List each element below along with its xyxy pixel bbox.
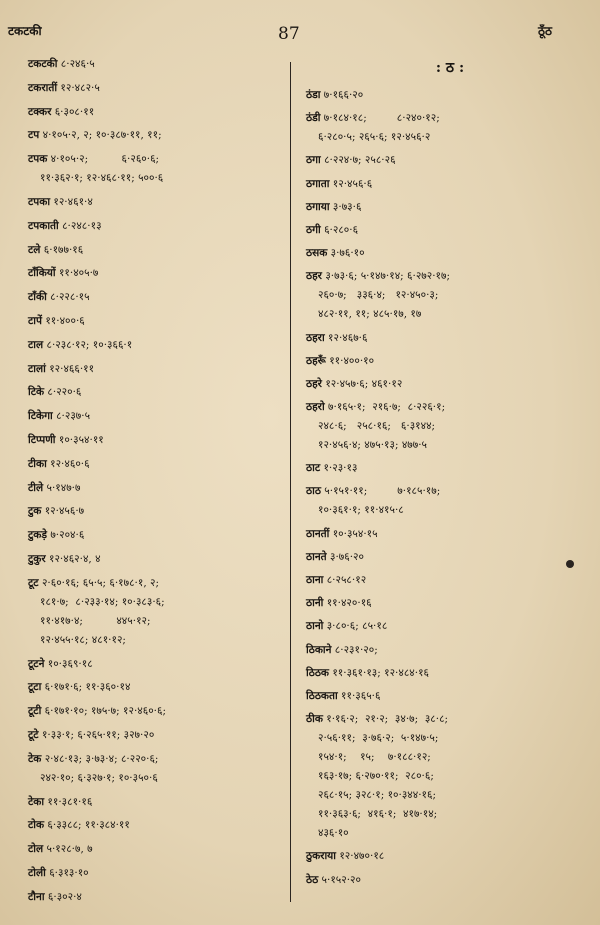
entry-headword: ठानो [306,620,324,633]
entry-line [28,129,286,142]
entry-references: १८१·७; ८·२३३·१४; १०·३८३·६; [40,595,165,608]
entry-headword: टौना [28,890,45,903]
entry-headword: टाँकी [28,291,47,304]
entry-line [28,315,286,328]
entry-references: ६·१७१·६; ११·३६०·१४ [44,681,131,694]
entry-headword: टकरातीं [28,81,58,94]
entry-line [28,458,286,471]
running-head-left: टकटकी [8,24,42,38]
dictionary-entry [306,224,574,237]
entry-references: ८·२३७·५ [56,410,91,423]
running-head-right: ठूँठ [538,24,552,38]
entry-references: ६·२८०·५; २६५·६; १२·४५६·२ [318,131,431,144]
dictionary-entry [28,729,286,742]
dictionary-entry [28,705,286,718]
entry-headword: ठसक [306,247,328,260]
dictionary-entry [28,267,286,280]
dictionary-entry [28,482,286,495]
dictionary-entry [306,574,574,587]
dictionary-entry [306,247,574,260]
dictionary-entry [306,154,574,167]
dictionary-entry [306,485,574,517]
entry-references: ३·७३·६ [332,200,362,213]
entry-line [28,482,286,495]
entry-headword: टप [28,129,40,142]
entry-line [28,843,286,856]
entry-line [28,244,286,257]
entry-references: ११·३६३·६; ४१६·१; ४१७·१४; [318,808,438,821]
entry-references: ८·२२८·१५ [50,291,90,304]
entry-line [306,378,574,391]
dictionary-entry [28,867,286,880]
section-heading: : ठ : [435,60,465,76]
entry-references: १२·४८२·५ [60,81,100,94]
entry-references: २·६०·१६; ६५·५; ६·१७८·१, २; [41,576,160,589]
entry-line [28,634,286,647]
dictionary-entry [28,505,286,518]
dictionary-entry [28,753,286,785]
entry-line [28,772,286,785]
dictionary-entry [28,553,286,566]
entry-line [28,291,286,304]
dictionary-entry [28,58,286,71]
entry-line [306,308,574,321]
entry-references: ११·४०५·७ [58,267,99,280]
dictionary-entry [28,458,286,471]
entry-headword: ठिकाने [306,643,332,656]
entry-line [28,891,286,904]
entry-line [306,644,574,657]
entry-references: ८·२२४·७; २५८·२६ [324,154,396,167]
right-column [306,58,574,897]
entry-headword: टुक [28,505,42,518]
entry-headword: टालां [28,362,46,375]
entry-references: ११·३६१·१३; १२·४८४·१६ [332,666,430,679]
entry-headword: टोल [28,843,44,856]
entry-references: ११·४००·६ [45,314,85,327]
entry-headword: ठानते [306,550,327,563]
entry-references: १६३·१७; ६·२७०·११; २८०·६; [318,770,434,783]
dictionary-entry [28,529,286,542]
entry-line [306,332,574,345]
entry-line [28,58,286,71]
dictionary-entry [28,577,286,647]
entry-line [306,504,574,517]
entry-references: २४२·१०; ६·३२७·१; १०·३५०·६ [40,771,158,784]
entry-line [306,808,574,821]
dictionary-entry [306,201,574,214]
entry-headword: ठगाता [306,177,330,190]
entry-headword: टुकुर [28,552,46,565]
dictionary-entry [306,332,574,345]
entry-line [306,289,574,302]
entry-line [28,753,286,766]
entry-headword: टोली [28,866,46,879]
entry-headword: टपका [28,195,51,208]
dictionary-entry [306,597,574,610]
entry-headword: ठहरूँ [306,354,326,367]
entry-line [306,528,574,541]
entry-references: ५·१५२·२० [321,873,361,886]
entry-line [28,339,286,352]
dictionary-entry [28,220,286,233]
dictionary-entry [28,291,286,304]
entry-line [306,420,574,433]
entry-references: ६·२८०·६ [324,223,359,236]
dictionary-entry [28,434,286,447]
entry-references: २·४८·१३; ३·७३·४; ८·२२०·६; [44,752,159,765]
entry-headword: टूटे [28,728,39,741]
right-entries [306,89,574,887]
entry-line [28,658,286,671]
entry-references: ७·२०४·६ [50,529,85,542]
entry-references: ८·२५८·१२ [326,574,367,586]
dictionary-entry [28,891,286,904]
entry-references: ८·२४८·१३ [62,219,102,232]
entry-references: ७·१८४·१८; ८·२४०·१२; [323,112,440,125]
entry-references: ७·१६५·१; २१६·७; ८·२२६·१; [328,401,446,414]
entry-line [306,154,574,167]
entry-line [306,667,574,680]
entry-headword: ठहर [306,270,322,283]
dictionary-entry [306,462,574,475]
entry-line [306,201,574,214]
entry-references: ७·१६६·२० [323,89,364,101]
entry-headword: ठहरे [306,377,322,390]
entry-headword: टापें [28,314,42,327]
dictionary-entry [306,644,574,657]
entry-headword: ठानी [306,597,324,610]
entry-headword: ठुकराया [306,850,336,863]
entry-line [306,713,574,726]
entry-references: १०·३५४·११ [58,433,104,446]
entry-references: ११·४००·१० [329,354,375,367]
entry-headword: टूट [28,576,39,589]
entry-references: ६·३०८·११ [54,105,95,118]
entry-headword: टक्कर [28,105,52,118]
entry-references: ११·३८१·१६ [47,795,93,808]
entry-line [28,82,286,95]
entry-line [306,270,574,283]
dictionary-entry [28,196,286,209]
column-divider [290,62,291,902]
entry-references: ५·१४७·७ [46,481,81,494]
dictionary-entry [306,713,574,840]
entry-headword: ठंडी [306,112,321,125]
entry-line [306,732,574,745]
entry-headword: टाँकियों [28,267,56,280]
dictionary-entry [306,89,574,102]
dictionary-entry [28,153,286,185]
left-column [28,58,286,915]
entry-references: ६·१७७·१६ [43,243,84,256]
entry-headword: टपकाती [28,219,59,232]
entry-headword: टीका [28,457,47,470]
entry-line [28,705,286,718]
entry-line [306,690,574,703]
entry-headword: ठहरा [306,331,325,344]
entry-references: ६·३०२·४ [47,890,82,903]
entry-headword: ठिठकता [306,689,338,702]
entry-references: १२·४५६·६ [332,177,373,190]
entry-line [28,220,286,233]
dictionary-entry [28,129,286,142]
entry-headword: टले [28,243,41,256]
entry-line [28,553,286,566]
entry-line [306,789,574,802]
entry-references: ८·२२०·६ [47,386,82,399]
entry-line [28,153,286,166]
entry-references: ८·२३१·२०; [334,643,378,656]
entry-line [306,874,574,887]
entry-line [306,485,574,498]
dictionary-entry [306,528,574,541]
dictionary-entry [28,315,286,328]
entry-line [28,529,286,542]
entry-headword: टूटा [28,681,42,694]
entry-references: १५४·१; १५; ७·१८८·१२; [318,751,431,764]
dictionary-entry [306,690,574,703]
entry-references: ६·१७१·१०; १७५·७; १२·४६०·६; [44,705,166,718]
entry-references: ५·१२८·७, ७ [46,843,93,856]
entry-references: ११·४१७·४; ४४५·१२; [40,614,151,627]
entry-headword: टूटी [28,705,42,718]
entry-headword: टिप्पणी [28,433,56,446]
entry-references: ११·३६५·६ [341,689,381,702]
entry-references: ३·७३·६; ५·१४७·१४; ६·२७२·१७; [325,270,451,283]
entry-line [306,131,574,144]
dictionary-entry [28,82,286,95]
entry-references: ११·४२०·१६ [326,597,372,610]
entry-headword: टुकड़े [28,529,47,542]
entry-line [28,577,286,590]
entry-line [306,178,574,191]
entry-references: ४८२·११, ११; ४८५·१७, १७ [318,308,422,321]
dictionary-entry [306,378,574,391]
entry-headword: टकटकी [28,58,58,70]
entry-references: २६८·१५; ३२८·१; १०·३४४·१६; [318,789,436,802]
entry-references: ३·७६·१० [330,247,365,260]
entry-line [306,439,574,452]
entry-references: १२·४६०·६ [50,457,90,470]
entry-line [306,112,574,125]
dictionary-entry [306,620,574,633]
entry-line [306,827,574,840]
dictionary-entry [28,106,286,119]
entry-headword: ठेठ [306,873,319,886]
entry-line [28,681,286,694]
entry-headword: ठगी [306,223,321,236]
entry-headword: ठहरो [306,401,325,414]
entry-line [28,363,286,376]
entry-line [306,462,574,475]
entry-line [28,796,286,809]
entry-headword: ठगाया [306,200,330,213]
entry-headword: ठिठक [306,666,329,679]
entry-line [28,410,286,423]
dictionary-entry [306,551,574,564]
entry-line [28,819,286,832]
entry-headword: टपक [28,153,48,166]
entry-line [28,729,286,742]
entry-references: १२·४५७·६; ४६१·१२ [325,377,403,390]
dictionary-entry [28,658,286,671]
dictionary-entry [28,363,286,376]
entry-line [306,597,574,610]
entry-headword: टिके [28,386,45,399]
entry-references: १२·४५५·१८; ४८१·१२; [40,633,126,646]
entry-references: १०·३६९·१८ [47,657,93,670]
page-number: 87 [278,24,300,44]
entry-references: ४·१०५·२, २; १०·३८७·११, ११; [42,129,162,142]
entry-references: १·३३·१; ६·२६५·११; ३२७·२० [41,728,155,741]
entry-headword: टोक [28,819,45,832]
entry-references: २४८·६; २५८·१६; ६·३१४४; [318,420,436,433]
entry-line [306,850,574,863]
entry-headword: ठंडा [306,89,321,101]
dictionary-entry [28,819,286,832]
dictionary-entry [306,667,574,680]
entry-headword: टूटने [28,657,45,670]
entry-line [306,551,574,564]
entry-references: १२·४७०·१८ [339,850,385,863]
entry-line [306,355,574,368]
entry-line [306,89,574,102]
dictionary-entry [306,874,574,887]
entry-line [306,751,574,764]
entry-references: १·२३·१३ [323,462,358,475]
entry-references: १·१६·२; २१·२; ३४·७; ३८·८; [326,713,449,726]
entry-line [306,620,574,633]
entry-line [306,574,574,587]
entry-references: १२·४५६·७ [44,505,85,518]
entry-line [306,247,574,260]
entry-line [28,596,286,609]
entry-references: ४·१०५·२; ६·२६०·६; [50,153,160,166]
entry-references: ४३६·१० [318,827,349,840]
entry-references: २·५६·११; ३·७६·२; ५·१४७·५; [318,732,439,745]
entry-headword: टीले [28,481,44,494]
entry-headword: ठीक [306,713,323,726]
entry-headword: टिकेगा [28,410,53,423]
entry-headword: ठाठ [306,485,321,498]
entry-references: ११·३६२·१; १२·४६८·११; ५००·६ [40,172,164,185]
entry-references: ८·२३८·१२; १०·३६६·१ [46,338,133,351]
entry-headword: ठाना [306,574,324,586]
entry-references: ६·३३८८; ११·३८४·११ [47,819,130,832]
entry-references: ६·३१३·१० [49,866,89,879]
dictionary-entry [28,410,286,423]
entry-line [28,505,286,518]
entry-headword: टेका [28,795,45,808]
entry-headword: ठगा [306,154,321,167]
dictionary-entry [28,244,286,257]
dictionary-entry [306,270,574,321]
entry-line [306,770,574,783]
entry-line [28,386,286,399]
entry-line [306,224,574,237]
entry-references: ५·१५१·११; ७·१८५·१७; [324,485,441,498]
entry-references: १२·४६२·४, ४ [49,552,101,565]
dictionary-entry [306,401,574,452]
entry-line [28,106,286,119]
entry-references: १०·३६१·१; ११·४१५·८ [318,504,404,517]
entry-line [28,615,286,628]
dictionary-entry [306,178,574,191]
entry-line [28,196,286,209]
dictionary-entry [306,112,574,144]
entry-line [28,172,286,185]
entry-line [306,401,574,414]
entry-references: १०·३५४·१५ [332,527,378,540]
entry-line [28,267,286,280]
entry-references: १२·४६१·४ [53,195,93,208]
entry-references: ३·७६·२० [329,550,364,563]
dictionary-entry [28,681,286,694]
entry-references: १२·४६६·११ [49,362,95,375]
dictionary-entry [28,796,286,809]
entry-references: ३·८०·६; ८५·१८ [326,620,388,633]
entry-references: ८·२४६·५ [60,58,95,70]
dictionary-entry [306,355,574,368]
ink-spot [566,560,574,568]
entry-line [28,867,286,880]
entry-headword: ठाट [306,462,321,475]
entry-headword: टेक [28,752,42,765]
dictionary-entry [306,850,574,863]
entry-line [28,434,286,447]
entry-headword: टाल [28,338,44,351]
dictionary-entry [28,339,286,352]
entry-references: १२·४५६·४; ४७५·१३; ४७७·५ [318,439,428,452]
dictionary-entry [28,843,286,856]
entry-references: २६०·७; ३३६·४; १२·४५०·३; [318,289,439,302]
dictionary-entry [28,386,286,399]
entry-headword: ठानतीं [306,527,330,540]
entry-references: १२·४६७·६ [328,331,368,344]
